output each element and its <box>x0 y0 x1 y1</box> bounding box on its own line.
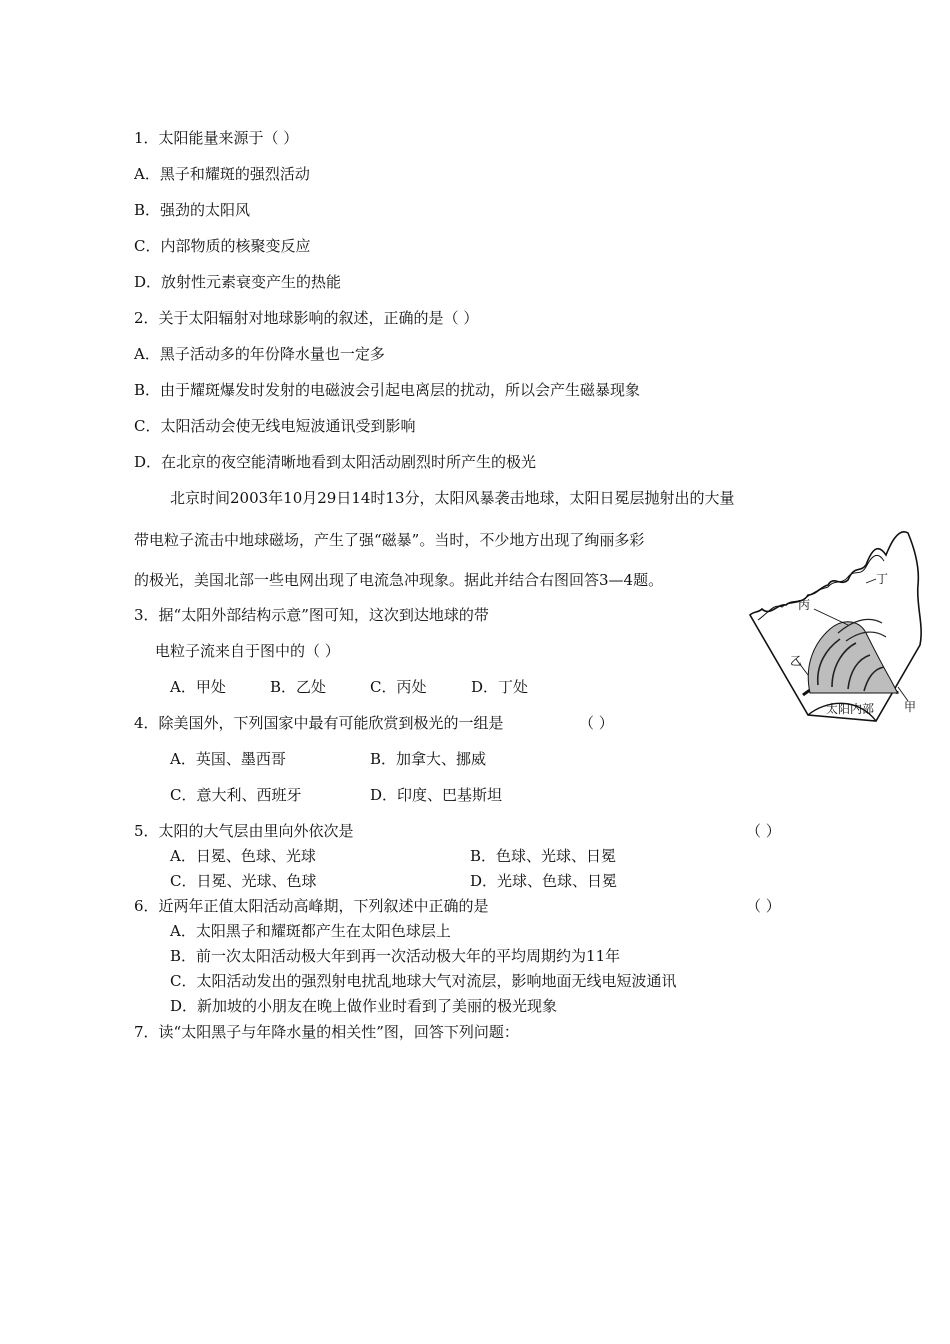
q4-stem: 4．除美国外，下列国家中最有可能欣赏到极光的一组是 <box>134 714 504 732</box>
q1-stem: 1．太阳能量来源于（ ） <box>134 129 299 147</box>
q3-option-c: C．丙处 <box>370 678 427 696</box>
q6-option-d: D．新加坡的小朋友在晚上做作业时看到了美丽的极光现象 <box>170 997 558 1015</box>
q5-option-c: C．日冕、光球、色球 <box>170 872 317 890</box>
q4-option-c: C．意大利、西班牙 <box>170 786 302 804</box>
q3-option-a: A．甲处 <box>170 678 226 696</box>
q1-option-a: A．黑子和耀斑的强烈活动 <box>134 165 310 183</box>
q5-answer-parentheses: （ ） <box>746 822 781 840</box>
q6-option-c: C．太阳活动发出的强烈射电扰乱地球大气对流层，影响地面无线电短波通讯 <box>170 972 677 990</box>
q5-option-a: A．日冕、色球、光球 <box>170 847 316 865</box>
figure-label-bing: 丙 <box>798 598 811 612</box>
q2-option-a: A．黑子活动多的年份降水量也一定多 <box>134 345 385 363</box>
q1-option-b: B．强劲的太阳风 <box>134 201 251 219</box>
q3-stem-line-2: 电粒子流来自于图中的（ ） <box>155 642 340 660</box>
figure-label-ding: 丁 <box>876 572 889 586</box>
q6-option-a: A．太阳黑子和耀斑都产生在太阳色球层上 <box>170 922 451 940</box>
q5-option-d: D．光球、色球、日冕 <box>470 872 618 890</box>
q7-stem: 7．读“太阳黑子与年降水量的相关性”图，回答下列问题： <box>134 1023 519 1041</box>
q4-option-b: B．加拿大、挪威 <box>370 750 487 768</box>
passage-line-2: 带电粒子流击中地球磁场，产生了强“磁暴”。当时，不少地方出现了绚丽多彩 <box>134 531 645 549</box>
q4-option-d: D．印度、巴基斯坦 <box>370 786 503 804</box>
q1-option-d: D．放射性元素衰变产生的热能 <box>134 273 342 291</box>
figure-label-yi: 乙 <box>790 654 803 668</box>
q2-option-b: B．由于耀斑爆发时发射的电磁波会引起电离层的扰动，所以会产生磁暴现象 <box>134 381 641 399</box>
q3-stem-line-1: 3．据“太阳外部结构示意”图可知，这次到达地球的带 <box>134 606 489 624</box>
sun-structure-figure <box>748 525 930 725</box>
figure-label-sun-interior: 太阳内部 <box>826 702 875 716</box>
q2-stem: 2．关于太阳辐射对地球影响的叙述，正确的是（ ） <box>134 309 479 327</box>
q6-stem: 6．近两年正值太阳活动高峰期，下列叙述中正确的是 <box>134 897 489 915</box>
q2-option-c: C．太阳活动会使无线电短波通讯受到影响 <box>134 417 416 435</box>
q6-option-b: B．前一次太阳活动极大年到再一次活动极大年的平均周期约为11年 <box>170 947 621 965</box>
sun-structure-diagram <box>748 525 930 725</box>
q2-option-d: D．在北京的夜空能清晰地看到太阳活动剧烈时所产生的极光 <box>134 453 537 471</box>
q4-option-a: A．英国、墨西哥 <box>170 750 286 768</box>
passage-line-3: 的极光，美国北部一些电网出现了电流急冲现象。据此并结合右图回答3—4题。 <box>134 571 664 589</box>
q6-answer-parentheses: （ ） <box>746 897 781 915</box>
q3-option-b: B．乙处 <box>270 678 327 696</box>
q5-stem: 5．太阳的大气层由里向外依次是 <box>134 822 354 840</box>
q3-option-d: D．丁处 <box>471 678 529 696</box>
q1-option-c: C．内部物质的核聚变反应 <box>134 237 311 255</box>
figure-label-jia: 甲 <box>904 700 917 714</box>
q5-option-b: B．色球、光球、日冕 <box>470 847 617 865</box>
q4-answer-parentheses: （ ） <box>579 714 614 732</box>
passage-line-1: 北京时间2003年10月29日14时13分，太阳风暴袭击地球，太阳日冕层抛射出的大量 <box>170 489 735 507</box>
